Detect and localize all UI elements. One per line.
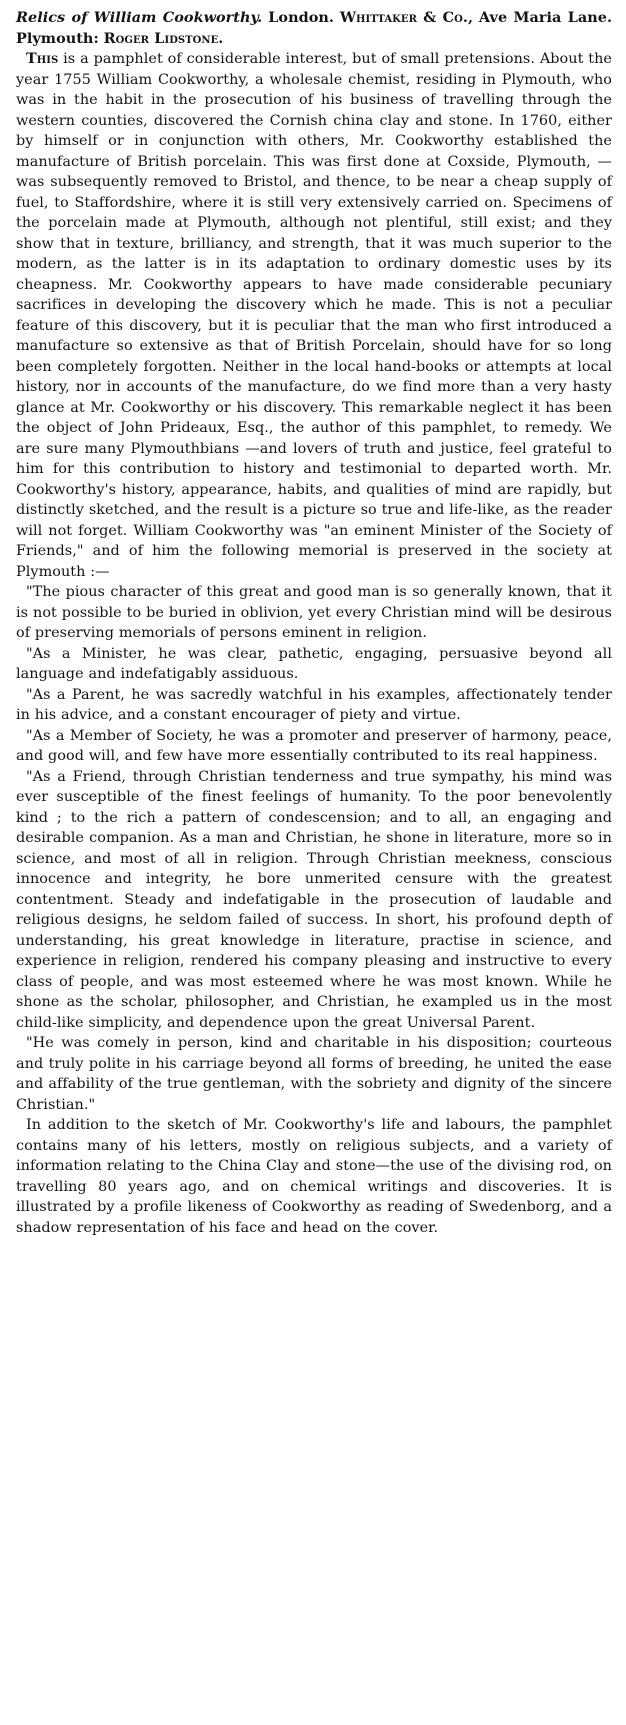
memorial-paragraph-friend: "As a Friend, through Christian tenderness and true sympathy, his mind was ever susceptible of the finest feelings of humanity. To the poor benevolently kind ; to the rich a pattern of condescension; and to all, an engaging and desirable companion. As a man and Christian, he shone in literature, more so in science, and most of all in religion. Through Christian meekness, conscious innocence and integrity, he bore unmerited censure with the greatest contentment. Steady and indefatigable in the prosecution of laudable and religious designs, he seldom failed of success. In short, his profound depth of understanding, his great knowledge in literature, practise in science, and experience in religion, rendered his company pleasing and instructive to every class of people, and was most esteemed where he was most known. While he shone as the scholar, philosopher, and Christian, he exampled us in the most child-like simplicity, and dependence upon the great Universal Parent.	[16, 768, 612, 1031]
review-paragraph-closing: In addition to the sketch of Mr. Cookworthy's life and labours, the pamphlet contains many of his letters, mostly on religious subjects, and a variety of information relating to the China Clay and stone—the use of the divising rod, on travelling 80 years ago, and on chemical writings and discoveries. It is illustrated by a profile likeness of Cookworthy as reading of Swedenborg, and a shadow representation of his face and head on the cover.	[16, 1117, 612, 1236]
paragraph-text: is a pamphlet of considerable interest, but of small pretensions. About the year 1755 William Cookworthy, a wholesale chemist, residing in Plymouth, who was in the habit in the prosecution of his business of travelling through the western counties, discovered the Cornish china clay and stone. In 1760, either by himself or in conjunction with others, Mr. Cookworthy established the manufacture of British porcelain. This was first done at Coxside, Plymouth, —was subsequently removed to Bristol, and thence, to be near a cheap supply of fuel, to Staffordshire, where it is still very extensively carried on. Specimens of the porcelain made at Plymouth, although not plentiful, still exist; and they show that in texture, brilliancy, and strength, that it was much superior to the modern, as the latter is in its adaptation to ordinary domestic uses by its cheapness. Mr. Cookworthy appears to have made considerable pecuniary sacrifices in developing the discovery which he made. This is not a peculiar feature of this discovery, but it is peculiar that the man who first introduced a manufacture so extensive as that of British Porcelain, should have for so long been completely forgotten. Neither in the local hand-books or attempts at local history, nor in accounts of the manufacture, do we find more than a very hasty glance at Mr. Cookworthy or his discovery. This remarkable neglect it has been the object of John Prideaux, Esq., the author of this pamphlet, to remedy. We are sure many Plymouthbians —and lovers of truth and justice, feel grateful to him for this contribution to history and testimonial to departed worth. Mr. Cookworthy's history, appearance, habits, and qualities of mind are rapidly, but distinctly sketched, and the result is a picture so true and life-like, as the reader will not forget. William Cookworthy was "an eminent Minister of the Society of Friends," and of him the following memorial is preserved in the society at Plymouth :—	[16, 51, 612, 580]
memorial-paragraph-person: "He was comely in person, kind and charitable in his disposition; courteous and truly polite in his carriage beyond all forms of breeding, he united the ease and affability of the true gentleman, with the sobriety and dignity of the sincere Christian."	[16, 1035, 612, 1113]
memorial-paragraph-character: "The pious character of this great and good man is so generally known, that it is not possible to be buried in oblivion, yet every Christian mind will be desirous of preserving memorials of persons eminent in religion.	[16, 584, 612, 641]
memorial-paragraph-minister: "As a Minister, he was clear, pathetic, engaging, persuasive beyond all language and indefatigably assiduous.	[16, 645, 612, 682]
memorial-paragraph-parent: "As a Parent, he was sacredly watchful in his examples, affectionately tender in his advice, and a constant encourager of piety and virtue.	[16, 686, 612, 723]
memorial-paragraph-society: "As a Member of Society, he was a promoter and preserver of harmony, peace, and good will, and few have more essentially contributed to its real happiness.	[16, 727, 612, 764]
imprint-city-plymouth: Plymouth:	[16, 29, 99, 47]
imprint-publisher-plymouth: Roger Lidstone.	[103, 29, 224, 47]
review-heading	[16, 8, 612, 49]
imprint-address: Ave Maria Lane.	[478, 9, 613, 26]
paragraph-lead: This	[26, 50, 59, 67]
imprint-city-london: London.	[268, 9, 334, 26]
review-paragraph-intro	[16, 49, 612, 582]
imprint-publisher-london: Whittaker & Co.,	[339, 9, 474, 26]
book-title: Relics of William Cookworthy.	[16, 9, 263, 26]
